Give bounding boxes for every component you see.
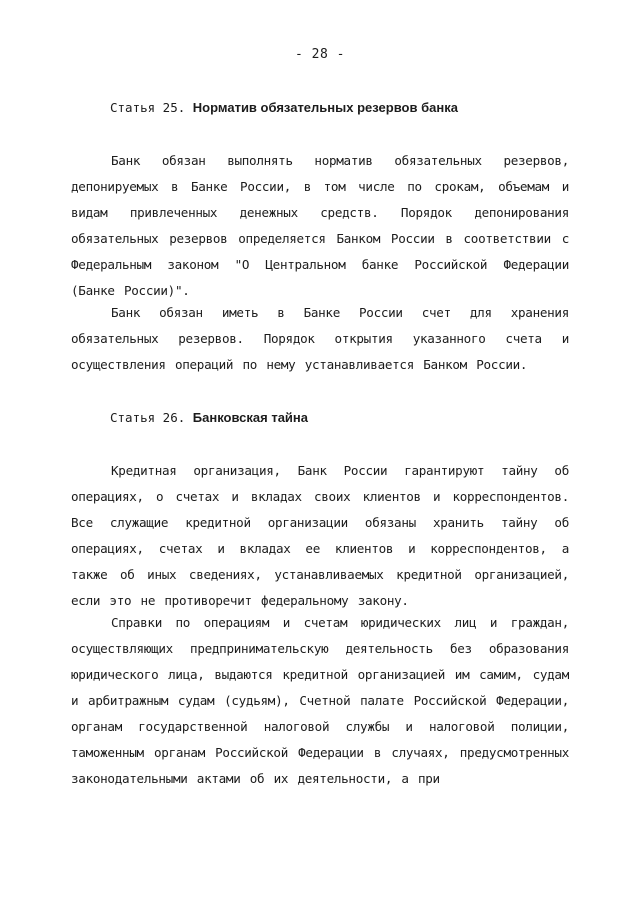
article-26-paragraph-1: Кредитная организация, Банк России гарантируют тайну об операциях, о счетах и вкладах своих клиентов и корреспондентов. Все служащие кредитной организации обязаны хранить тайну об операциях, счетах и вкладах ее клиентов и корреспондентов, а также об иных сведениях, устанавливаемых кредитной организацией, если это не противоречит федеральному закону. [71, 463, 569, 608]
article-heading-26 [110, 410, 308, 425]
article-25-paragraph-2: Банк обязан иметь в Банке России счет для хранения обязательных резервов. Порядок открытия указанного счета и осуществления операций по нему устанавливается Банком России. [71, 305, 569, 372]
article-26-paragraph-2: Справки по операциям и счетам юридических лиц и граждан, осуществляющих предпринимательскую деятельность без образования юридического лица, выдаются кредитной организацией им самим, судам и арбитражным судам (судьям), Счетной палате Российской Федерации, органам государственной налоговой службы и налоговой полиции, таможенным органам Российской Федерации в случаях, предусмотренных законодательными актами об их деятельности, а при [71, 615, 569, 786]
article-title: Банковская тайна [192, 410, 309, 425]
article-number: Статья 25. [110, 100, 186, 115]
page-number: - 28 - [295, 47, 345, 62]
article-25-paragraph-1: Банк обязан выполнять норматив обязательных резервов, депонируемых в Банке России, в том числе по срокам, объемам и видам привлеченных денежных средств. Порядок депонирования обязательных резервов определяется Банком России в соответствии с Федеральным законом "О Центральном банке Российской Федерации (Банке России)". [71, 153, 569, 298]
article-title: Норматив обязательных резервов банка [192, 100, 458, 115]
article-heading-25 [110, 100, 458, 115]
article-number: Статья 26. [110, 410, 186, 425]
